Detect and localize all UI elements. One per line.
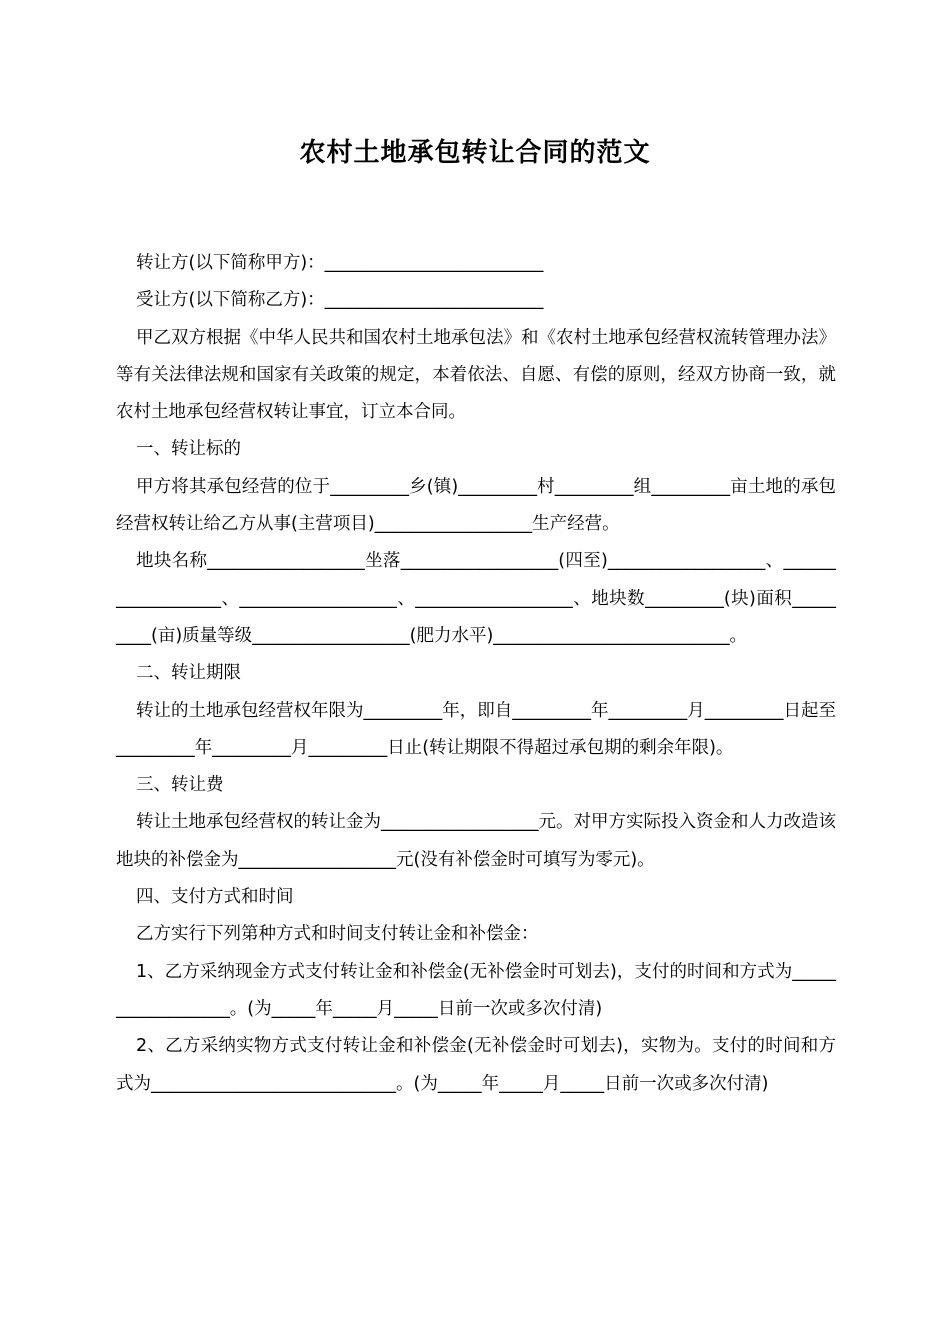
document-body xyxy=(116,245,836,1103)
plot-details-paragraph: 地块名称__________________坐落__________________(四至)__________________、__________________、__________________、__________________、地块数_________(块)面积_________(亩)质量等级__________________(肥力水平)___________________________。 xyxy=(116,551,836,646)
transferee-line: 受让方(以下简称乙方)：_________________________ xyxy=(136,290,544,311)
section-heading-subject: 一、转让标的 xyxy=(136,439,241,460)
section-heading-fee: 三、转让费 xyxy=(136,775,224,796)
section-heading-payment: 四、支付方式和时间 xyxy=(136,887,294,908)
fee-paragraph: 转让土地承包经营权的转让金为__________________元。对甲方实际投入资金和人力改造该地块的补偿金为__________________元(没有补偿金时可填写为零元)。 xyxy=(116,812,836,870)
section-heading-term: 二、转让期限 xyxy=(136,663,241,684)
term-paragraph: 转让的土地承包经营权年限为_________年，即自_________年_________月_________日起至_________年_________月_________日止(转让期限不得超过承包期的剩余年限)。 xyxy=(116,700,836,758)
subject-paragraph: 甲方将其承包经营的位于_________乡(镇)_________村_________组_________亩土地的承包经营权转让给乙方从事(主营项目)__________________生产经营。 xyxy=(116,476,836,535)
payment-intro-paragraph: 乙方实行下列第种方式和时间支付转让金和补偿金： xyxy=(136,924,539,945)
payment-option-cash: 1、乙方采纳现金方式支付转让金和补偿金(无补偿金时可划去)，支付的时间和方式为__________________。(为_____年_____月_____日前一次或多次付清) xyxy=(116,961,836,1019)
preamble-paragraph: 甲乙双方根据《中华人民共和国农村土地承包法》和《农村土地承包经营权流转管理办法》等有关法律法规和国家有关政策的规定，本着依法、自愿、有偿的原则，经双方协商一致，就农村土地承包经营权转让事宜，订立本合同。 xyxy=(116,327,836,423)
document-title: 农村土地承包转让合同的范文 xyxy=(299,138,651,168)
transferor-line: 转让方(以下简称甲方)：_________________________ xyxy=(136,253,544,273)
payment-option-in-kind: 2、乙方采纳实物方式支付转让金和补偿金(无补偿金时可划去)，实物为。支付的时间和方式为____________________________。(为_____年_____月_____日前一次或多次付清) xyxy=(116,1036,836,1094)
